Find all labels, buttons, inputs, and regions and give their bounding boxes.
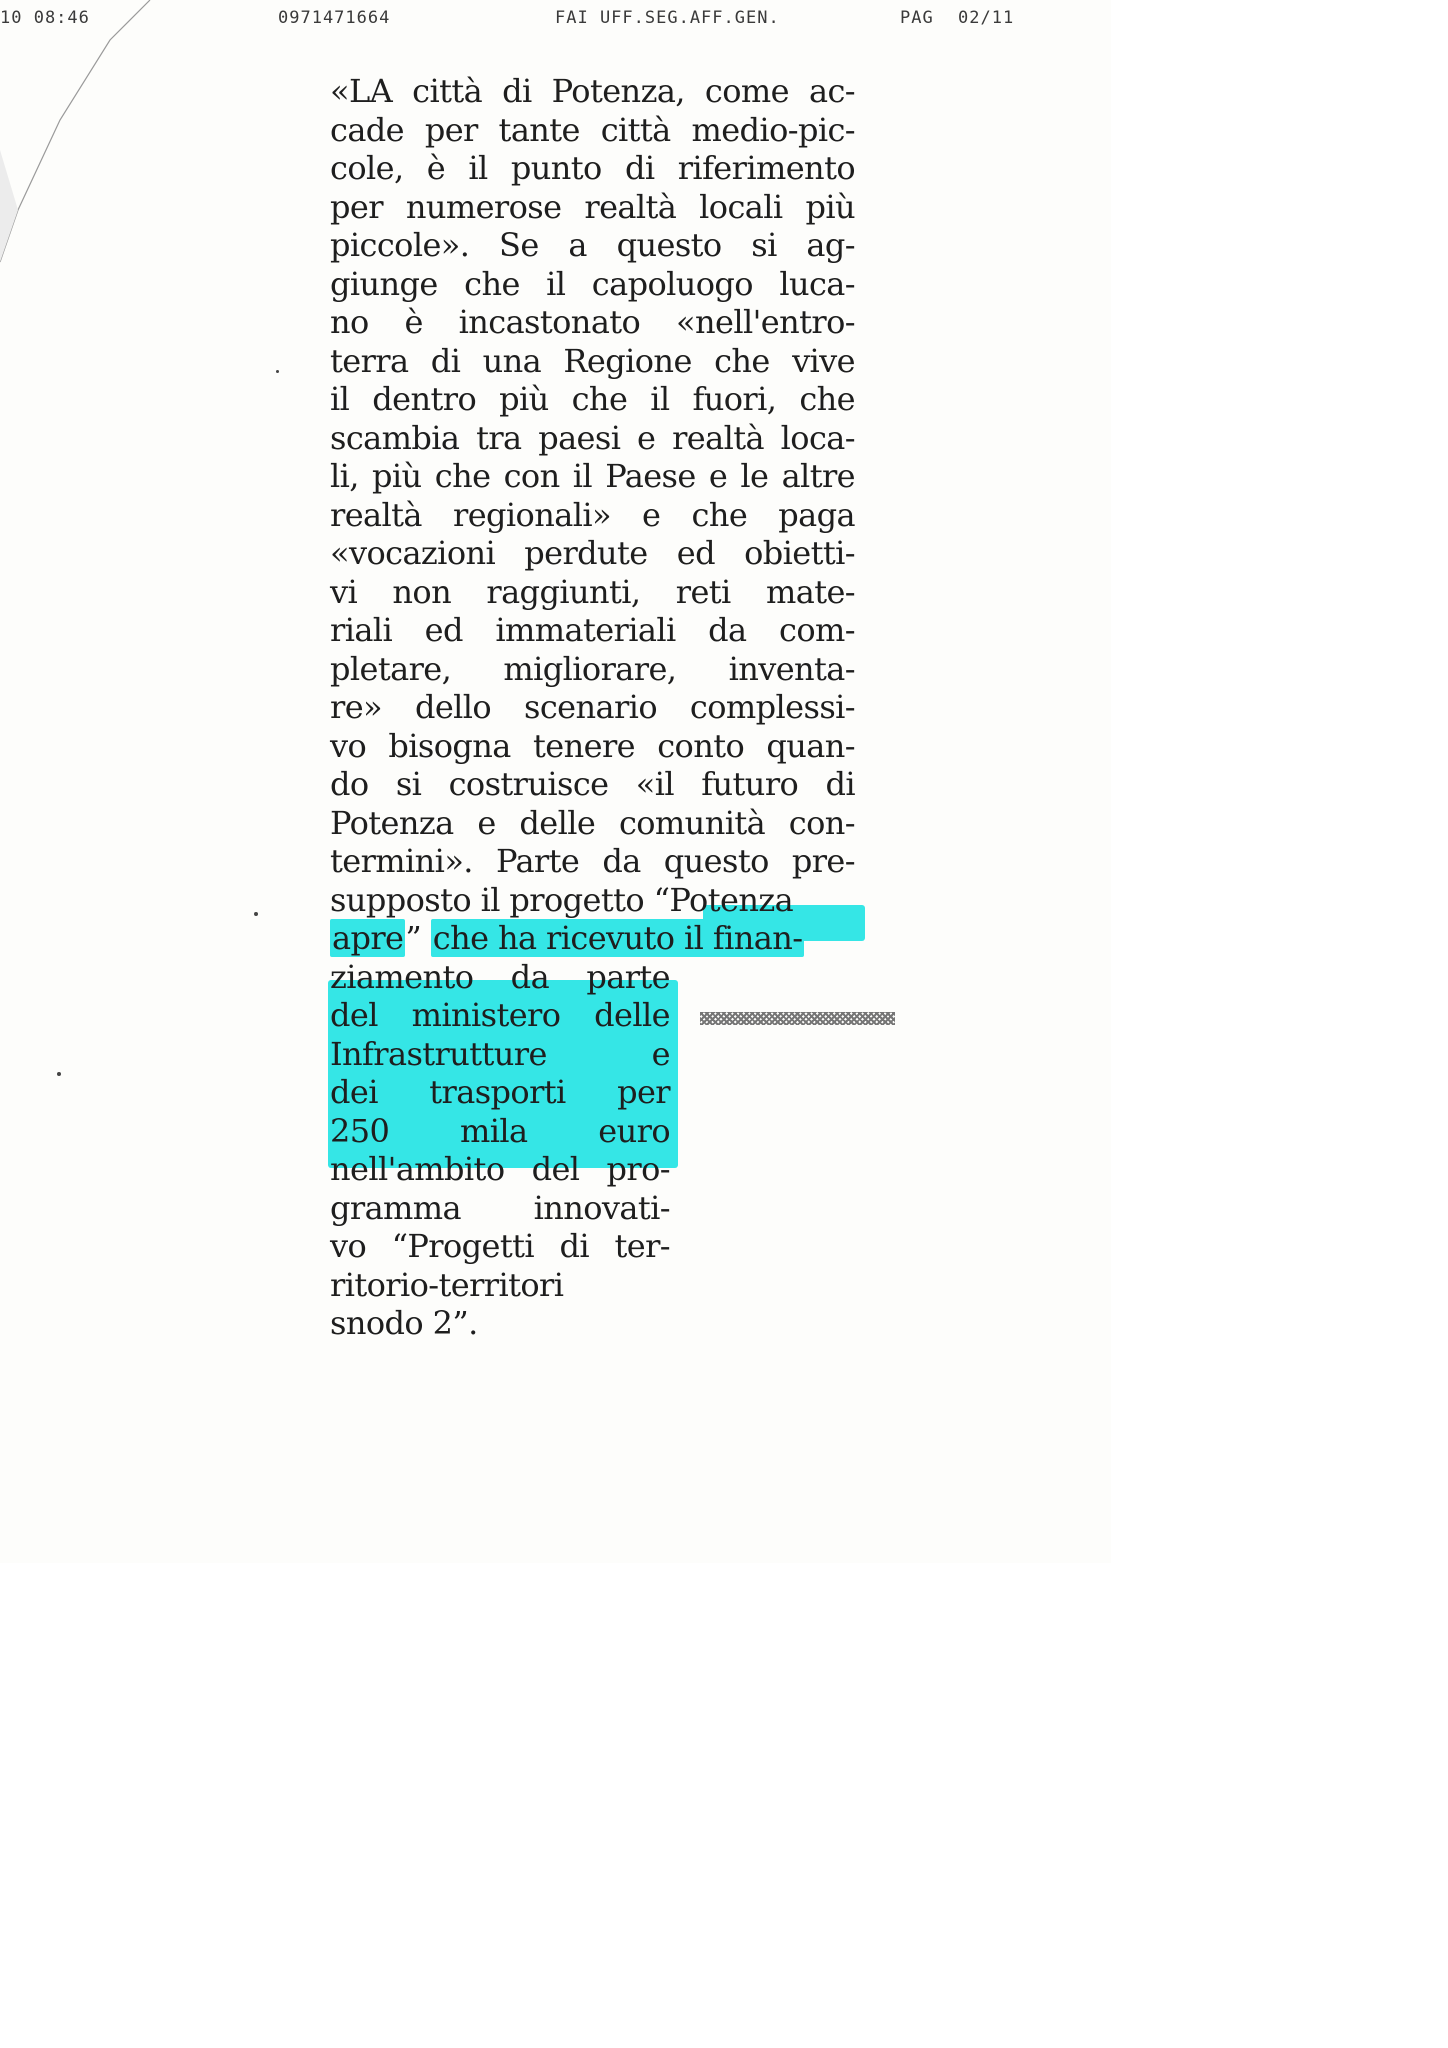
article-line: nell'ambito del pro- [330,1150,670,1188]
article-line: Potenza e delle comunità con- [330,803,855,842]
article-line: pletare, migliorare, inventa- [330,649,855,688]
article-line: cade per tante città medio-pic- [330,110,855,149]
highlighted-text: “Potenza [653,880,794,919]
article-line: riali ed immateriali da com- [330,611,855,649]
fax-sender: FAI UFF.SEG.AFF.GEN. [555,8,780,28]
highlighted-text: che ha ricevuto il finan- [432,919,803,957]
article-line: termini». Parte da questo pre- [330,842,855,880]
fax-page-label: PAG [900,8,934,28]
speck [254,912,258,916]
article-line: vi non raggiunti, reti mate- [330,572,855,611]
article-text [330,72,870,1343]
article-line: li, più che con il Paese e le altre [330,457,855,495]
article-line-text: supposto il progetto [330,880,654,919]
article-line [330,919,855,958]
article-line: realtà regionali» e che paga [330,495,855,534]
article-line [330,881,855,920]
article-line: terra di una Regione che vive [330,341,855,380]
article-line: do si costruisce «il futuro di [330,765,855,803]
speck [276,370,279,373]
highlighted-text: apre [332,919,404,957]
article-line-text: ” [405,919,431,957]
fax-page-number: 02/11 [958,8,1015,28]
article-line: vo “Progetti di ter- [330,1227,670,1265]
article-line-highlighted: dei trasporti per [330,1073,670,1111]
article-line-highlighted: ziamento da parte [330,957,670,996]
article-line: per numerose realtà locali più [330,187,855,226]
article-line-highlighted: del ministero delle [330,996,670,1034]
fax-number: 0971471664 [278,8,391,28]
article-line: «vocazioni perdute ed obietti- [330,534,855,572]
article-line: il dentro più che il fuori, che [330,380,855,418]
article-line: giunge che il capoluogo luca- [330,264,855,303]
scan-edge-mark [0,0,160,280]
article-line: piccole». Se a questo si ag- [330,226,855,264]
article-line: cole, è il punto di riferimento [330,149,855,187]
article-line: no è incastonato «nell'entro- [330,303,855,341]
article-line-highlighted: 250 mila euro [330,1111,670,1150]
article-line: ritorio-territori [330,1265,564,1304]
article-line: «LA città di Potenza, come ac- [330,72,855,110]
article-line-highlighted: Infrastrutture e [330,1034,670,1073]
article-line: scambia tra paesi e realtà loca- [330,418,855,457]
article-line: snodo 2”. [330,1304,478,1342]
speck [57,1072,61,1076]
fax-time: 10 08:46 [0,8,90,28]
article-line: vo bisogna tenere conto quan- [330,726,855,765]
article-line: gramma innovati- [330,1188,670,1227]
article-line: re» dello scenario complessi- [330,688,855,726]
fax-header [0,0,1111,40]
